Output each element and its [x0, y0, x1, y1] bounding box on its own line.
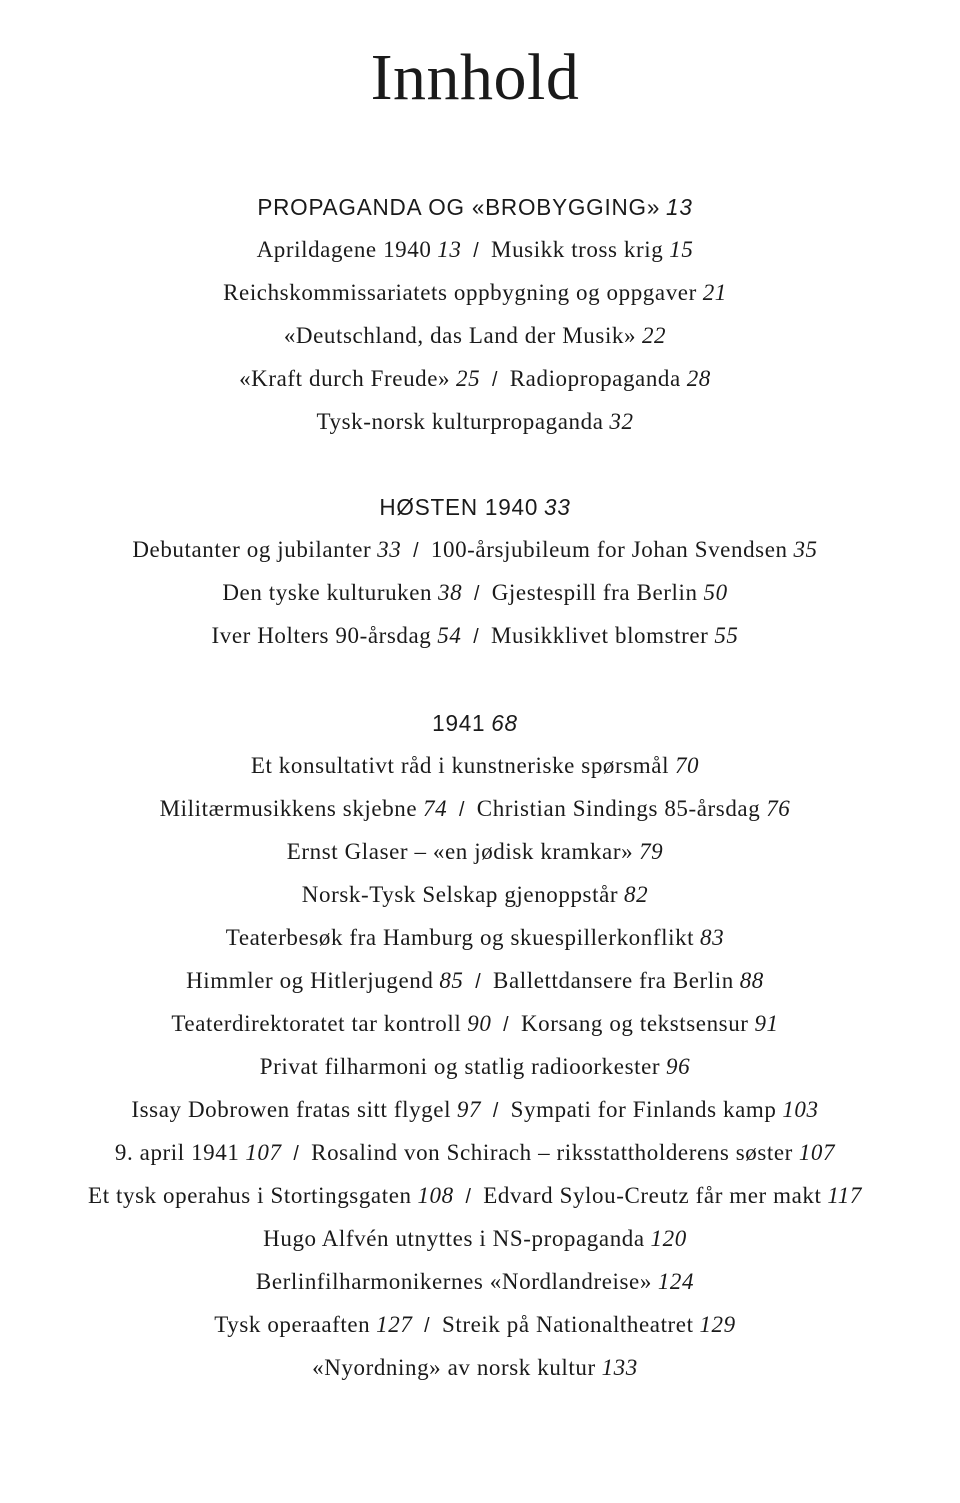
toc-line	[10, 358, 940, 401]
toc-entry-page: 127	[376, 1312, 413, 1338]
toc-entry-page: 22	[641, 323, 667, 349]
toc-line	[10, 1175, 940, 1218]
toc-line	[10, 831, 940, 874]
entry-separator: /	[413, 540, 420, 562]
toc-entry-title: Et konsultativt råd i kunstneriske spørsmål	[250, 753, 670, 779]
section-heading	[10, 486, 940, 529]
toc-entry-title: Teaterdirektoratet tar kontroll	[171, 1011, 462, 1037]
toc-entry-title: Debutanter og jubilanter	[132, 537, 372, 563]
entry-separator: /	[491, 369, 499, 391]
toc-entry-title: Rosalind von Schirach – riksstattholderens søster	[311, 1140, 793, 1166]
toc-line	[10, 529, 940, 572]
section-entries	[0, 745, 950, 1390]
entry-separator: /	[473, 583, 480, 605]
toc-entry-page: 70	[674, 753, 700, 779]
toc-entry-page: 76	[766, 796, 791, 822]
toc-entry-page: 32	[609, 409, 634, 435]
toc-line	[10, 1261, 940, 1304]
toc-line	[10, 874, 940, 917]
toc-entry-title: Tysk operaaften	[214, 1312, 371, 1338]
toc-entry-title: 100-årsjubileum for Johan Svendsen	[430, 537, 788, 563]
toc-entry-page: 133	[601, 1355, 638, 1381]
toc-line	[10, 1132, 940, 1175]
toc-line	[10, 272, 940, 315]
toc-entry-page: 83	[700, 925, 725, 951]
toc-entry-page: 21	[702, 280, 727, 306]
toc-entry-page: 33	[377, 537, 402, 563]
toc-entry-title: Issay Dobrowen fratas sitt flygel	[131, 1097, 452, 1123]
toc-line	[10, 1347, 940, 1390]
toc-entry-page: 25	[456, 366, 481, 392]
entry-separator: /	[465, 1186, 472, 1208]
toc-entry-title: Berlinfilharmonikernes «Nordlandreise»	[255, 1269, 652, 1295]
entry-separator: /	[475, 971, 482, 993]
toc-entry-page: 54	[437, 623, 462, 649]
section-entries	[0, 529, 950, 658]
toc-line	[10, 1304, 940, 1347]
toc-entry-title: 9. april 1941	[114, 1140, 240, 1166]
toc-section-1941	[0, 702, 950, 1390]
toc-entry-title: Ernst Glaser – «en jødisk kramkar»	[286, 839, 634, 865]
toc-line	[10, 1046, 940, 1089]
toc-entry-page: 108	[417, 1183, 454, 1209]
toc-entry-title: Streik på Nationaltheatret	[441, 1312, 694, 1338]
toc-line	[10, 1089, 940, 1132]
toc-entry-title: Reichskommissariatets oppbygning og oppgaver	[223, 280, 697, 306]
toc-entry-title: Musikk tross krig	[491, 237, 664, 263]
entry-separator: /	[424, 1315, 431, 1337]
toc-entry-title: Sympati for Finlands kamp	[510, 1097, 777, 1123]
section-heading-text: 1941	[432, 710, 486, 736]
toc-line	[10, 229, 940, 272]
toc-line	[10, 960, 940, 1003]
toc-line	[10, 572, 940, 615]
toc-entry-page: 85	[439, 968, 464, 994]
toc-section-hosten-1940	[0, 486, 950, 658]
toc-line	[10, 615, 940, 658]
toc-entry-page: 91	[754, 1011, 779, 1037]
toc-entry-page: 38	[438, 580, 463, 606]
toc-entry-title: Ballettdansere fra Berlin	[493, 968, 734, 994]
toc-line	[10, 788, 940, 831]
toc-entry-page: 120	[650, 1226, 687, 1252]
entry-separator: /	[293, 1143, 300, 1165]
toc-entry-page: 97	[456, 1097, 482, 1123]
entry-separator: /	[503, 1014, 510, 1036]
toc-entry-title: Norsk-Tysk Selskap gjenoppstår	[301, 882, 619, 908]
toc-entry-title: Christian Sindings 85-årsdag	[476, 796, 761, 822]
section-heading	[10, 186, 940, 229]
toc-entry-page: 55	[714, 623, 739, 649]
section-heading	[10, 702, 940, 745]
section-page-number: 33	[544, 494, 571, 520]
page-title: Innhold	[370, 41, 580, 114]
toc-entry-title: Korsang og tekstsensur	[520, 1011, 749, 1037]
toc-entry-title: Hugo Alfvén utnyttes i NS-propaganda	[263, 1226, 645, 1252]
toc-entry-title: Militærmusikkens skjebne	[159, 796, 418, 822]
toc-line	[10, 1003, 940, 1046]
toc-entry-title: «Nyordning» av norsk kultur	[312, 1355, 596, 1381]
toc-entry-page: 90	[467, 1011, 492, 1037]
toc-entry-title: Himmler og Hitlerjugend	[186, 968, 434, 994]
toc-entry-page: 88	[739, 968, 764, 994]
toc-entry-page: 129	[699, 1312, 736, 1338]
toc-entry-page: 103	[782, 1097, 819, 1123]
toc-entry-page: 35	[793, 537, 818, 563]
toc-entry-page: 79	[639, 839, 664, 865]
toc-entry-title: Musikklivet blomstrer	[490, 623, 709, 649]
toc-entry-title: Iver Holters 90-årsdag	[211, 623, 432, 649]
toc-entry-page: 50	[703, 580, 728, 606]
toc-entry-page: 107	[798, 1140, 836, 1166]
toc-line	[10, 401, 940, 444]
toc-entry-page: 74	[423, 796, 448, 822]
entry-separator: /	[492, 1100, 499, 1122]
toc-line	[10, 745, 940, 788]
section-page-number: 13	[666, 194, 693, 220]
entry-separator: /	[473, 626, 480, 648]
toc-entry-page: 96	[666, 1054, 691, 1080]
toc-entry-title: Aprildagene 1940	[256, 237, 432, 263]
toc-entry-page: 82	[623, 882, 649, 908]
toc-entry-title: Tysk-norsk kulturpropaganda	[316, 409, 604, 435]
toc-entry-title: Privat filharmoni og statlig radioorkester	[259, 1054, 661, 1080]
toc-line	[10, 1218, 940, 1261]
toc-line	[10, 315, 940, 358]
section-heading-text: HØSTEN 1940	[379, 494, 539, 520]
toc-entry-title: Edvard Sylou-Creutz får mer makt	[483, 1183, 822, 1209]
toc-section-propaganda	[0, 186, 950, 444]
section-heading-text: PROPAGANDA OG «BROBYGGING»	[257, 194, 661, 220]
toc-entry-title: Gjestespill fra Berlin	[491, 580, 698, 606]
toc-entry-title: Et tysk operahus i Stortingsgaten	[88, 1183, 412, 1209]
entry-separator: /	[458, 799, 466, 821]
toc-entry-title: Radiopropaganda	[509, 366, 681, 392]
toc-entry-title: «Deutschland, das Land der Musik»	[283, 323, 637, 349]
toc-entry-page: 13	[437, 237, 462, 263]
toc-entry-page: 107	[245, 1140, 282, 1166]
toc-entry-page: 28	[686, 366, 711, 392]
toc-entry-page: 117	[827, 1183, 862, 1209]
toc-entry-page: 15	[669, 237, 694, 263]
toc-entry-page: 124	[657, 1269, 695, 1295]
entry-separator: /	[473, 240, 480, 262]
toc-line	[10, 917, 940, 960]
toc-entry-title: Teaterbesøk fra Hamburg og skuespillerkonflikt	[225, 925, 695, 951]
section-entries	[0, 229, 950, 444]
section-page-number: 68	[491, 710, 518, 736]
toc-entry-title: Den tyske kulturuken	[222, 580, 433, 606]
toc-entry-title: «Kraft durch Freude»	[239, 366, 451, 392]
